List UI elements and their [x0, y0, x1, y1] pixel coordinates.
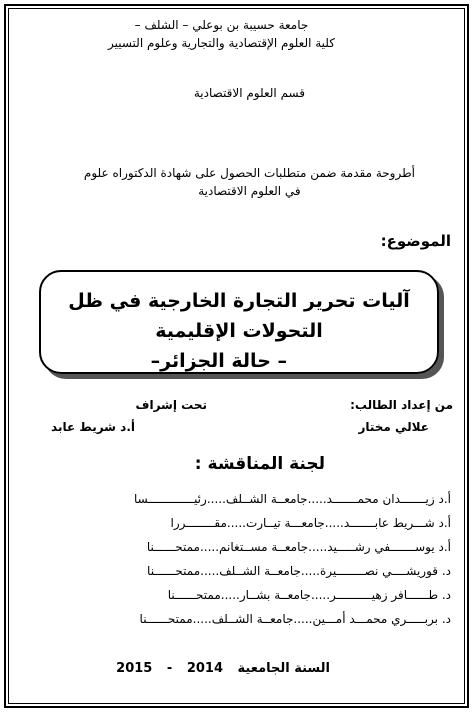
committee-member: أ.د زيـــــــدان محمـــــــد.....جامعــة الشــلف.....رئيـــــــــــــسا	[134, 492, 451, 506]
university-header	[108, 16, 335, 52]
committee-member: د. بربـــــري محمـــد أمـــين.....جامعــة الشــلف.....ممتحــــــنا	[139, 612, 451, 626]
topic-label: الموضوع:	[380, 232, 451, 250]
committee-title: لجنة المناقشة :	[194, 454, 325, 474]
academic-year-separator: -	[166, 661, 173, 676]
committee-member: د. طــــــافر زهيــــــــــر.....جامعــة بشــار.....ممتحــــــنا	[167, 588, 451, 602]
thesis-title-line-1: آليات تحرير التجارة الخارجية في ظل التحولات الإقليمية	[68, 290, 410, 342]
thesis-line-1: أطروحة مقدمة ضمن متطلبات الحصول على شهادة الدكتوراه علوم	[83, 166, 415, 180]
student-label: من إعداد الطالب:	[350, 398, 453, 412]
thesis-line-2: في العلوم الاقتصادية	[198, 184, 301, 198]
supervisor-label: تحت إشراف	[135, 398, 207, 412]
academic-year-start: 2014	[186, 661, 224, 676]
academic-year	[111, 661, 335, 676]
student-name: علالي مختار	[358, 420, 429, 434]
academic-year-end: 2015	[116, 661, 153, 676]
supervisor-name: أ.د شريط عابد	[51, 420, 135, 434]
faculty-name: كلية العلوم الإقتصادية والتجارية وعلوم التسيير	[107, 36, 335, 50]
committee-member: أ.د شـــريط عابـــــــد.....جامعـــة تيــارت.....مقــــــــررا	[170, 516, 451, 530]
department-name: قسم العلوم الاقتصادية	[193, 86, 305, 100]
academic-year-label: السنة الجامعية	[237, 661, 330, 676]
committee-members-list	[134, 487, 451, 631]
university-name: جامعة حسيبة بن بوعلي – الشلف –	[134, 18, 309, 32]
committee-member: أ.د يوســـــــفي رشـــــيد.....جامعــة مســتغانم.....ممتحــــــنا	[146, 540, 451, 554]
thesis-statement	[84, 164, 415, 200]
committee-member: د. قوريشــــي نصــــــــيرة.....جامعــة الشــلف.....ممتحــــــنا	[147, 564, 451, 578]
thesis-title-line-2: – حالة الجزائر–	[150, 350, 287, 372]
thesis-title-box	[39, 270, 439, 374]
